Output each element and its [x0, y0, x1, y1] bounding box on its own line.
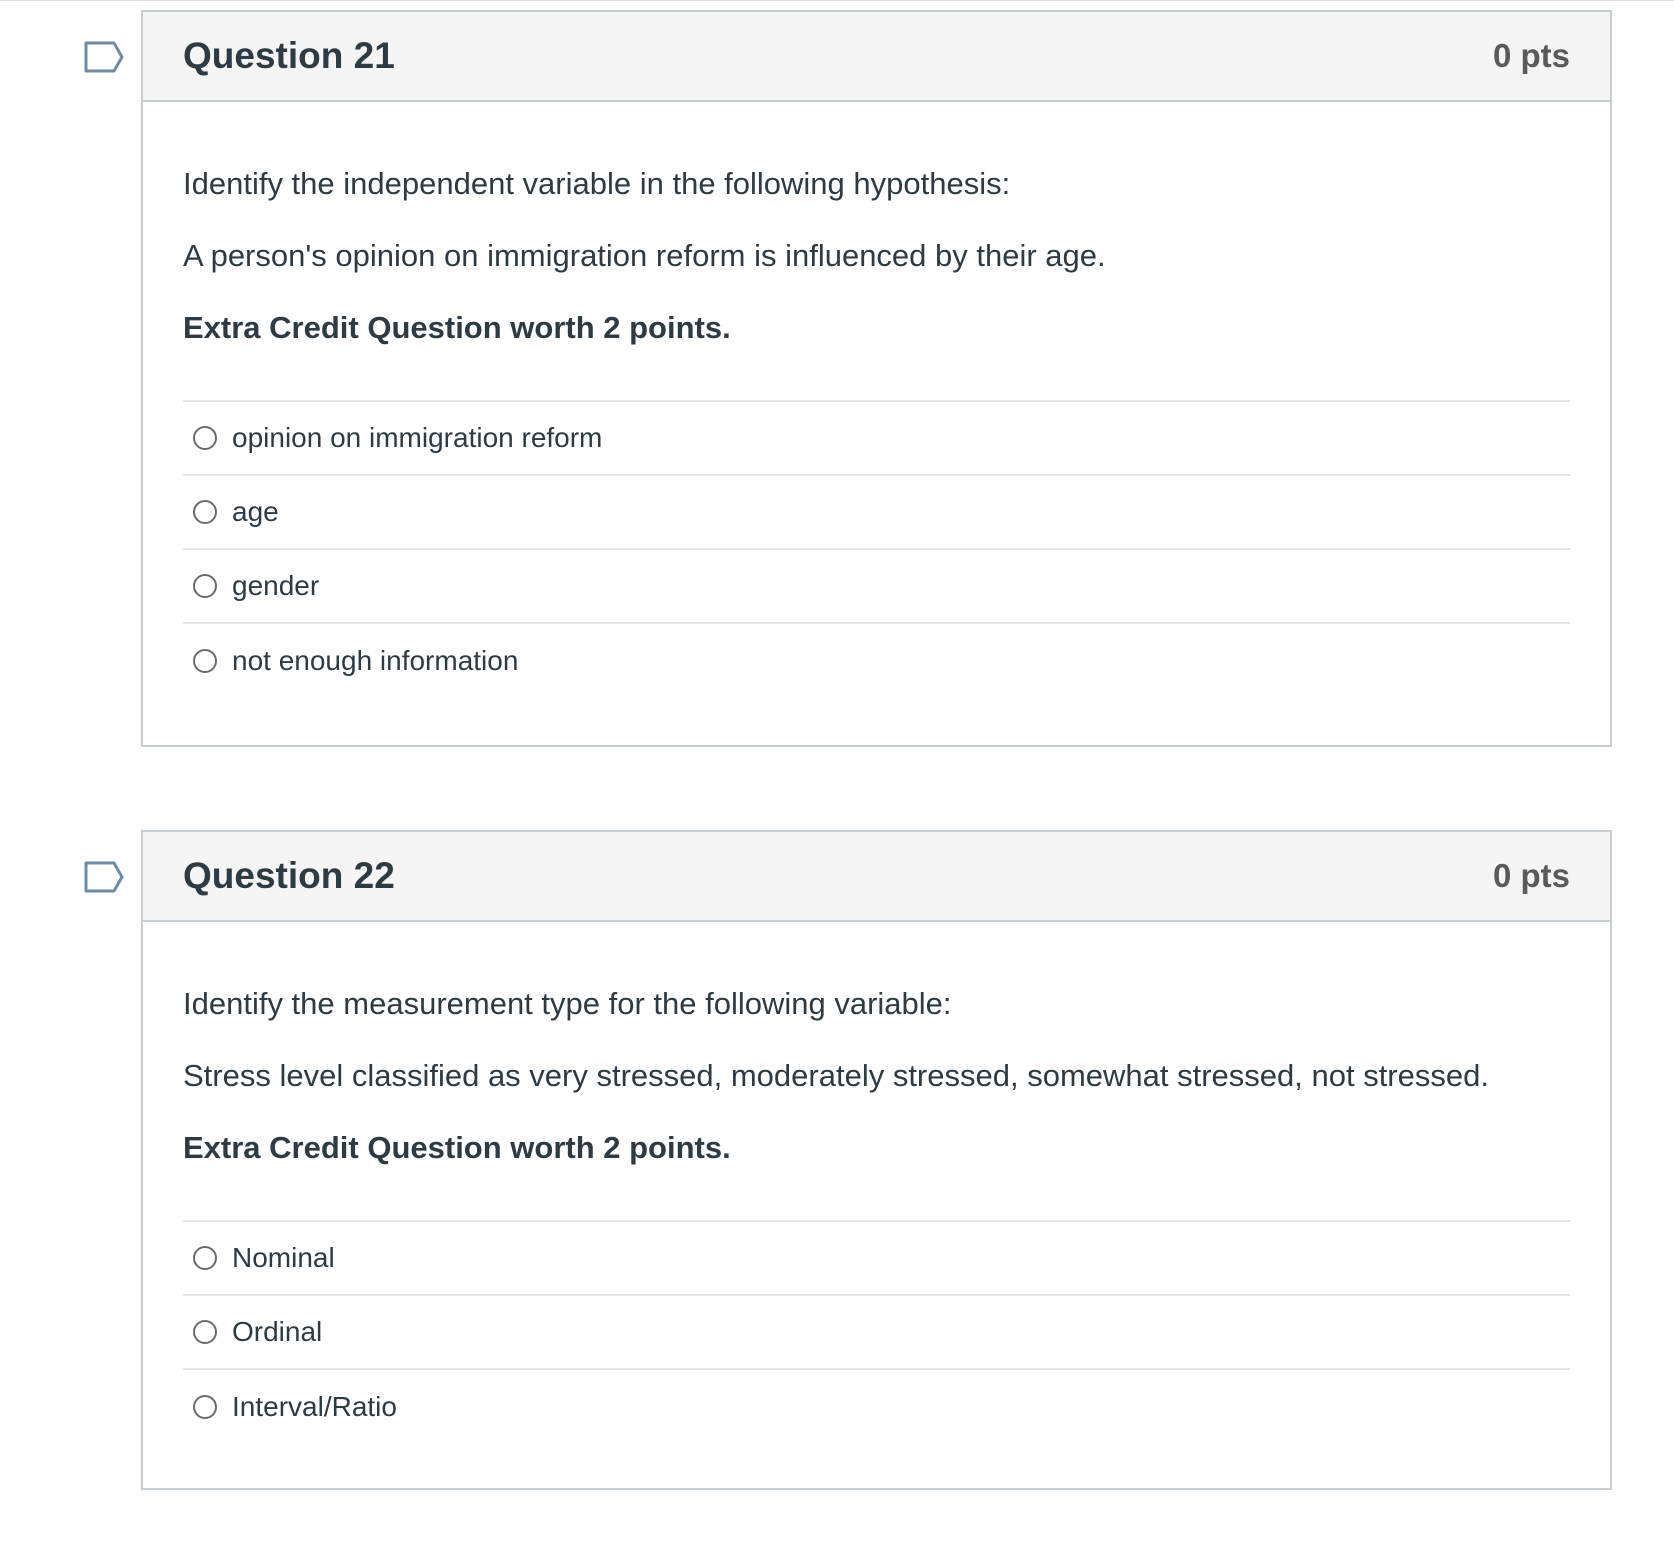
question-statement: A person's opinion on immigration reform is influenced by their age. — [183, 238, 1106, 273]
top-divider — [0, 0, 1674, 1]
radio-button-icon[interactable] — [193, 1320, 217, 1344]
answer-option[interactable] — [183, 1296, 1570, 1370]
question-title: Question 22 — [183, 855, 395, 896]
question-statement: Stress level classified as very stressed, moderately stressed, somewhat stressed, not stressed. — [183, 1058, 1489, 1093]
flag-question-icon[interactable] — [83, 860, 125, 894]
question-header — [143, 832, 1610, 922]
radio-button-icon[interactable] — [193, 649, 217, 673]
radio-button-icon[interactable] — [193, 500, 217, 524]
answer-list — [183, 400, 1570, 698]
answer-label[interactable]: Interval/Ratio — [232, 1391, 397, 1422]
question-title: Question 21 — [183, 35, 395, 76]
radio-button-icon[interactable] — [193, 1395, 217, 1419]
radio-button-icon[interactable] — [193, 574, 217, 598]
answer-option[interactable] — [183, 624, 1570, 698]
extra-credit-note: Extra Credit Question worth 2 points. — [183, 1130, 731, 1165]
question-body — [143, 922, 1610, 1444]
answer-label[interactable]: not enough information — [232, 645, 519, 676]
answer-option[interactable] — [183, 1370, 1570, 1444]
answer-label[interactable]: opinion on immigration reform — [232, 422, 603, 453]
answer-list — [183, 1220, 1570, 1444]
extra-credit-note: Extra Credit Question worth 2 points. — [183, 310, 731, 345]
answer-option[interactable] — [183, 476, 1570, 550]
answer-option[interactable] — [183, 402, 1570, 476]
question-header — [143, 12, 1610, 102]
answer-option[interactable] — [183, 550, 1570, 624]
question-prompt: Identify the independent variable in the following hypothesis: — [183, 166, 1011, 201]
answer-label[interactable]: gender — [232, 570, 320, 601]
flag-question-icon[interactable] — [83, 40, 125, 74]
radio-button-icon[interactable] — [193, 426, 217, 450]
question-points: 0 pts — [1492, 37, 1570, 74]
question-21-card — [141, 10, 1612, 747]
question-body — [143, 102, 1610, 698]
question-points: 0 pts — [1492, 857, 1570, 894]
radio-button-icon[interactable] — [193, 1246, 217, 1270]
answer-label[interactable]: Nominal — [232, 1242, 335, 1273]
question-22-card — [141, 830, 1612, 1490]
answer-label[interactable]: age — [232, 496, 279, 527]
answer-option[interactable] — [183, 1222, 1570, 1296]
answer-label[interactable]: Ordinal — [232, 1316, 323, 1347]
question-prompt: Identify the measurement type for the following variable: — [183, 986, 952, 1021]
